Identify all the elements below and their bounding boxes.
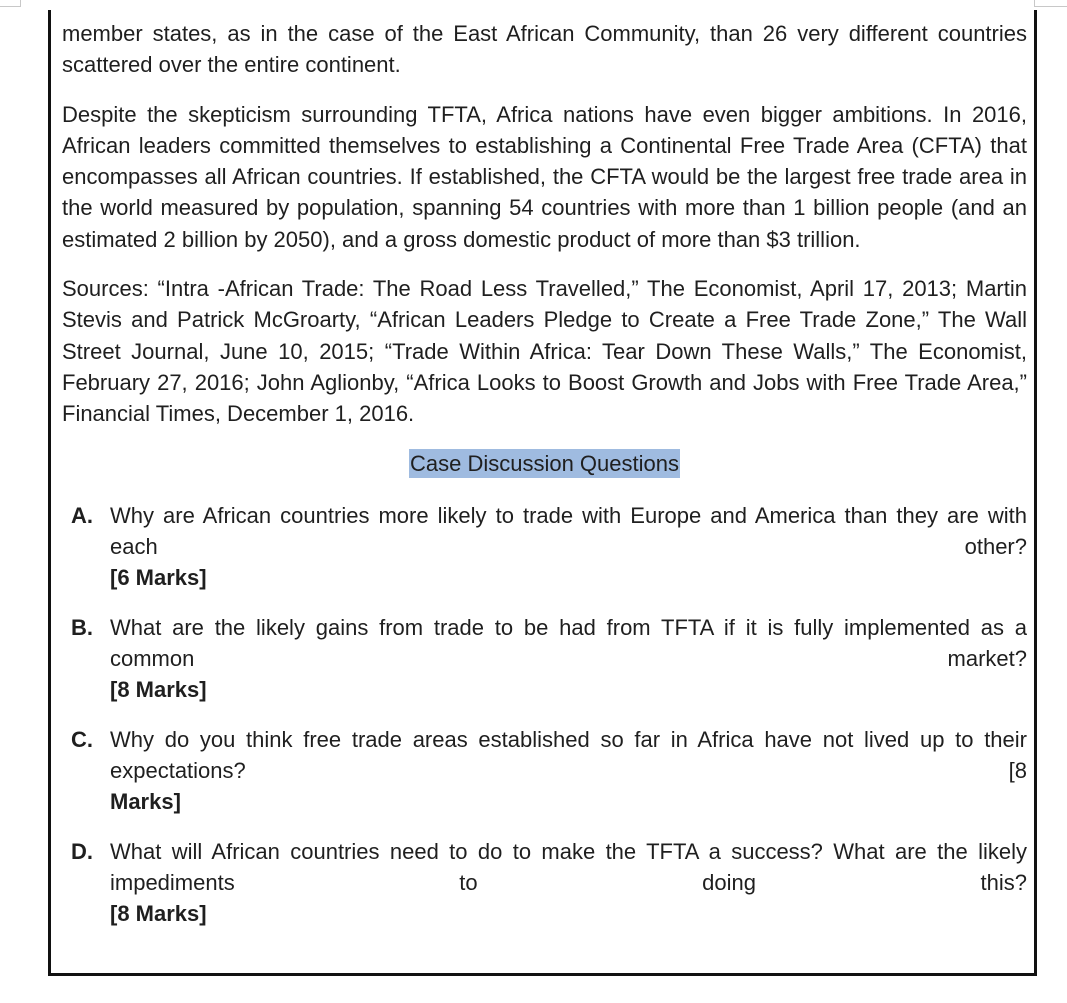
question-text: What will African countries need to do to make the TFTA a success? What are the likely impediments to doing this? [110,838,1027,895]
question-marks: Marks] [110,789,181,815]
question-b [62,612,1027,706]
paragraph-member-states: member states, as in the case of the East African Community, than 26 very different countries scattered over the entire continent. [62,21,1027,78]
question-letter: A. [71,502,93,528]
page-corner-mark-left [0,0,21,7]
paragraph-sources: Sources: “Intra -African Trade: The Road Less Travelled,” The Economist, April 17, 2013; Martin Stevis and Patrick McGroarty, “African Leaders Pledge to Create a Free Trade Zone,” The Wall Street Journal, June 10, 2015; “Trade Within Africa: Tear Down These Walls,” The Economist, February 27, 2016; John Aglionby, “Africa Looks to Boost Growth and Jobs with Free Trade Area,” Financial Times, December 1, 2016. [62,276,1027,427]
heading-container [62,448,1027,482]
question-letter: C. [71,726,93,752]
question-c [62,724,1027,818]
question-a [62,500,1027,594]
question-text: Why are African countries more likely to trade with Europe and America than they are with each other? [110,502,1027,560]
document-content [62,18,1027,947]
question-marks: [8 Marks] [110,901,207,927]
question-letter: B. [71,614,93,640]
question-text: Why do you think free trade areas established so far in Africa have not lived up to their expectations? [8 [110,726,1027,783]
question-letter: D. [71,838,93,864]
question-d [62,836,1027,930]
section-heading-selected[interactable]: Case Discussion Questions [409,450,679,476]
question-list [62,500,1027,930]
question-marks: [6 Marks] [110,565,207,591]
page-corner-mark-right [1034,0,1067,7]
question-text: What are the likely gains from trade to be had from TFTA if it is fully implemented as a common market? [110,614,1027,672]
question-marks: [8 Marks] [110,677,207,703]
paragraph-cfta-ambitions: Despite the skepticism surrounding TFTA, Africa nations have even bigger ambitions. In 2016, African leaders committed themselves to establishing a Continental Free Trade Area (CFTA) that encompasses all African countries. If established, the CFTA would be the largest free trade area in the world measured by population, spanning 54 countries with more than 1 billion people (and an estimated 2 billion by 2050), and a gross domestic product of more than $3 trillion. [62,101,1027,252]
